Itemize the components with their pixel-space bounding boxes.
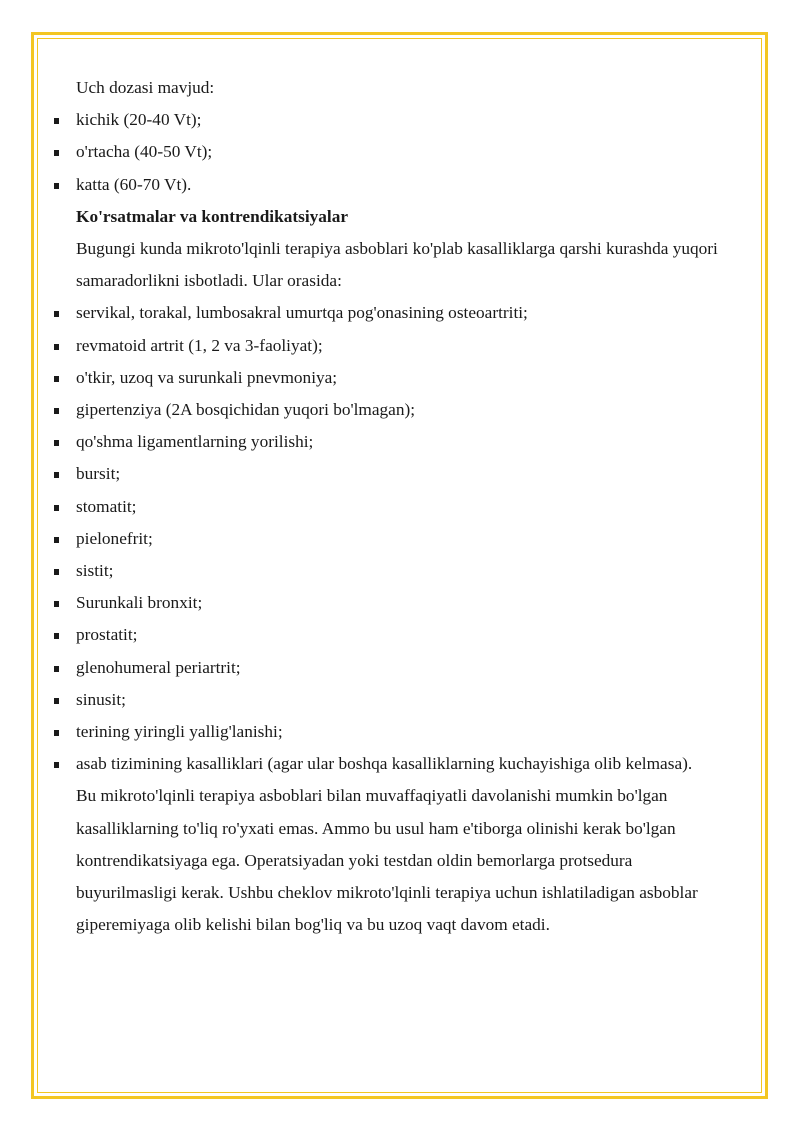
dose-list xyxy=(76,104,736,201)
list-item xyxy=(76,169,736,201)
list-item xyxy=(76,394,736,426)
list-item-text: bursit; xyxy=(76,464,121,484)
bullet-square-icon xyxy=(54,150,59,156)
list-item-text: o'tkir, uzoq va surunkali pnevmoniya; xyxy=(76,367,338,387)
list-item xyxy=(76,748,736,780)
list-item-text: qo'shma ligamentlarning yorilishi; xyxy=(76,432,314,452)
list-item-text: katta (60-70 Vt). xyxy=(76,174,192,194)
bullet-square-icon xyxy=(54,311,59,317)
intro-paragraph: Bugungi kunda mikroto'lqinli terapiya asboblari ko'plab kasalliklarga qarshi kurashda yuqori samaradorlikni isbotladi. Ular orasida: xyxy=(76,239,718,291)
list-item-text: kichik (20-40 Vt); xyxy=(76,110,202,130)
list-item xyxy=(76,587,736,619)
list-item-text: asab tizimining kasalliklari (agar ular boshqa kasalliklarning kuchayishiga olib kelmasa). xyxy=(76,754,693,774)
bullet-square-icon xyxy=(54,472,59,478)
list-item xyxy=(76,555,736,587)
list-item xyxy=(76,297,736,329)
list-item-text: servikal, torakal, lumbosakral umurtqa pog'onasining osteoartriti; xyxy=(76,303,528,323)
list-item-text: terining yiringli yallig'lanishi; xyxy=(76,722,283,742)
dose-intro: Uch dozasi mavjud: xyxy=(76,78,215,97)
section-heading: Ko'rsatmalar va kontrendikatsiyalar xyxy=(76,206,349,226)
list-item-text: prostatit; xyxy=(76,625,138,645)
bullet-square-icon xyxy=(54,505,59,511)
list-item-text: Surunkali bronxit; xyxy=(76,593,203,613)
list-item xyxy=(76,104,736,136)
list-item-text: sistit; xyxy=(76,561,114,581)
indications-list xyxy=(76,297,736,780)
list-item xyxy=(76,523,736,555)
list-item-text: sinusit; xyxy=(76,689,126,709)
list-item xyxy=(76,136,736,168)
list-item-text: gipertenziya (2A bosqichidan yuqori bo'lmagan); xyxy=(76,400,416,420)
list-item-text: o'rtacha (40-50 Vt); xyxy=(76,142,213,162)
bullet-square-icon xyxy=(54,183,59,189)
list-item xyxy=(76,619,736,651)
bullet-square-icon xyxy=(54,537,59,543)
bullet-square-icon xyxy=(54,666,59,672)
list-item-text: revmatoid artrit (1, 2 va 3-faoliyat); xyxy=(76,335,323,355)
bullet-square-icon xyxy=(54,698,59,704)
list-item xyxy=(76,330,736,362)
bullet-square-icon xyxy=(54,118,59,124)
bullet-square-icon xyxy=(54,633,59,639)
list-item-text: glenohumeral periartrit; xyxy=(76,657,241,677)
bullet-square-icon xyxy=(54,440,59,446)
list-item xyxy=(76,458,736,490)
list-item-text: pielonefrit; xyxy=(76,528,153,548)
bullet-square-icon xyxy=(54,408,59,414)
bullet-square-icon xyxy=(54,601,59,607)
list-item xyxy=(76,652,736,684)
list-item xyxy=(76,716,736,748)
list-item xyxy=(76,491,736,523)
list-item xyxy=(76,426,736,458)
document-body xyxy=(76,72,736,941)
bullet-square-icon xyxy=(54,376,59,382)
bullet-square-icon xyxy=(54,762,59,768)
list-item xyxy=(76,684,736,716)
bullet-square-icon xyxy=(54,730,59,736)
closing-paragraph: Bu mikroto'lqinli terapiya asboblari bilan muvaffaqiyatli davolanishi mumkin bo'lgan kasalliklarning to'liq ro'yxati emas. Ammo bu usul ham e'tiborga olinishi kerak bo'lgan kontrendikatsiyaga ega. Operatsiyadan yoki testdan oldin bemorlarga protsedura buyurilmasligi kerak. Ushbu cheklov mikroto'lqinli terapiya uchun ishlatiladigan asboblar giperemiyaga olib kelishi bilan bog'liq va bu uzoq vaqt davom etadi. xyxy=(76,786,698,935)
list-item-text: stomatit; xyxy=(76,496,137,516)
bullet-square-icon xyxy=(54,344,59,350)
list-item xyxy=(76,362,736,394)
bullet-square-icon xyxy=(54,569,59,575)
